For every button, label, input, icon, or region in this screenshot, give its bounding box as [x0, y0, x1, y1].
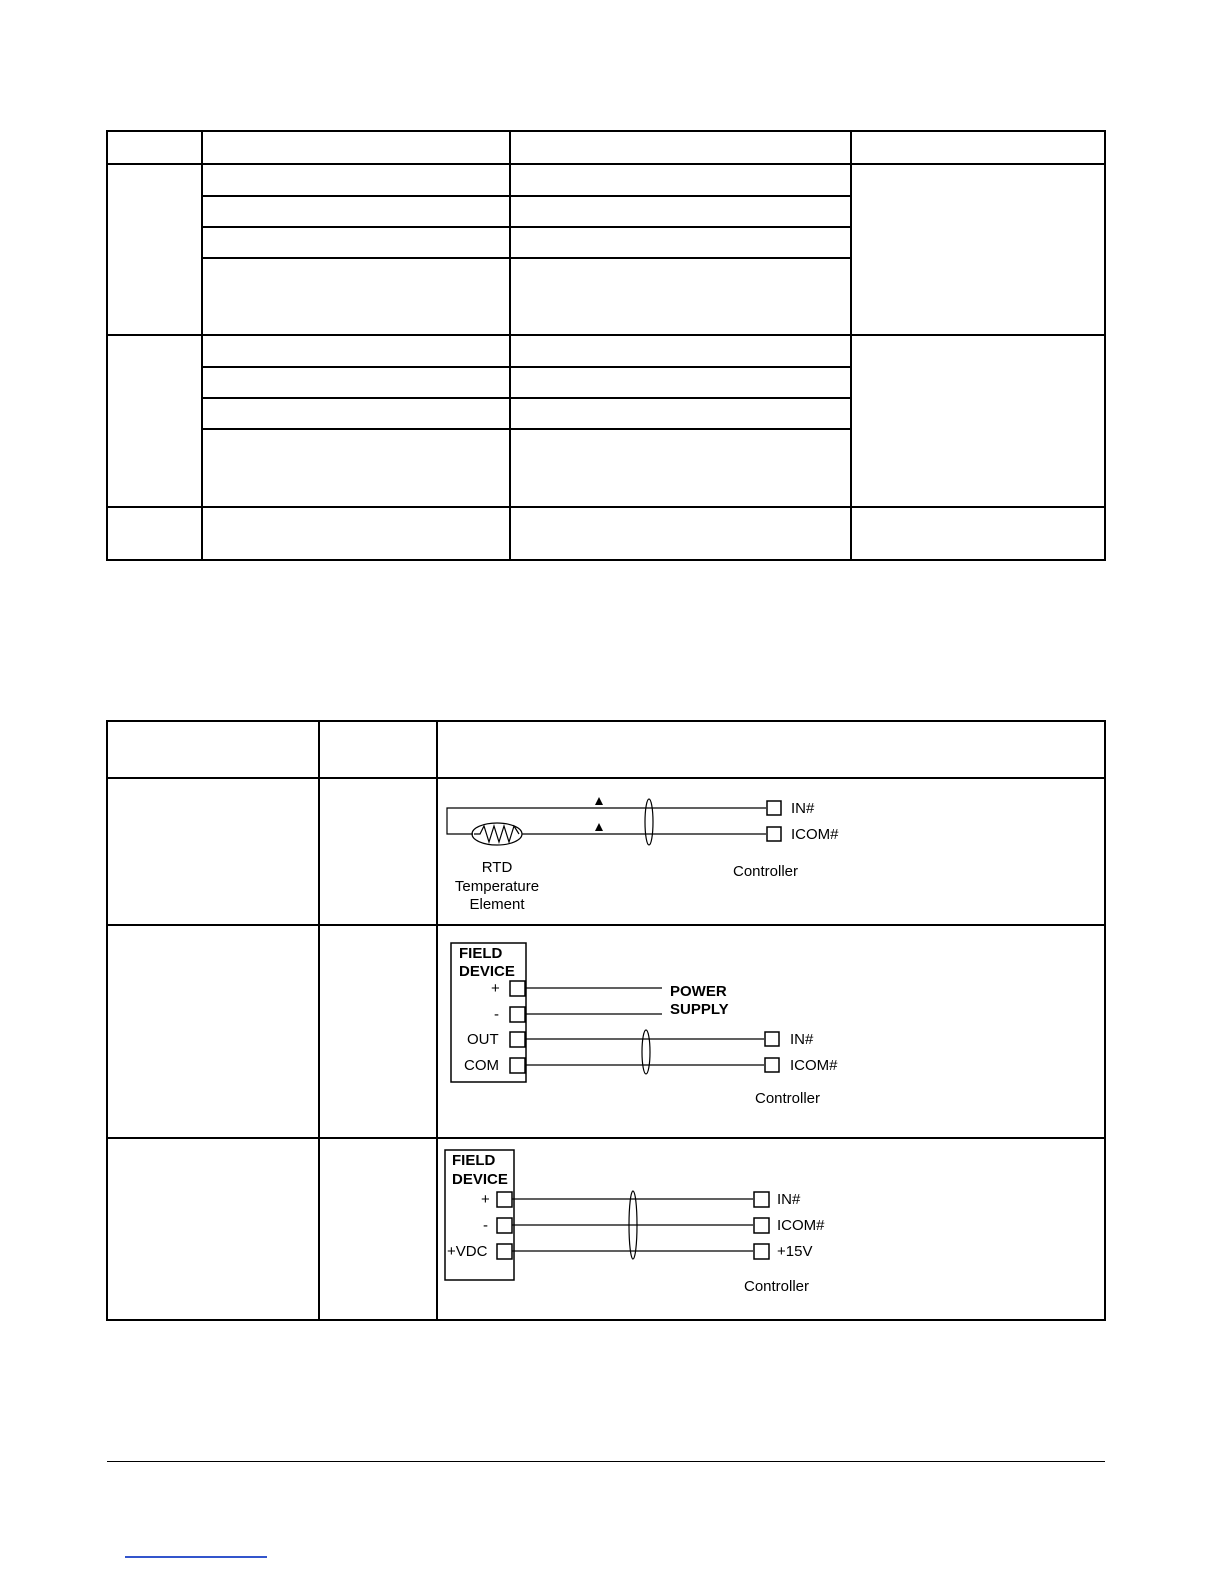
- powered-icom-label: ICOM#: [790, 1057, 838, 1074]
- powered-device-label: DEVICE: [459, 963, 515, 980]
- loop-terminal-15v: [754, 1244, 769, 1259]
- loop-wiring-diagram: [445, 1150, 769, 1280]
- loop-icom-label: ICOM#: [777, 1217, 825, 1234]
- rtd-element-label: Temperature: [454, 878, 540, 895]
- rtd-in-label: IN#: [791, 800, 815, 817]
- loop-vdc-label: +VDC: [447, 1243, 488, 1260]
- powered-in-label: IN#: [790, 1031, 814, 1048]
- powered-out-label: OUT: [467, 1031, 499, 1048]
- powered-terminal-minus: [510, 1007, 525, 1022]
- rtd-controller-label: Controller: [733, 863, 799, 880]
- loop-terminal-icom: [754, 1218, 769, 1233]
- powered-terminal-com: [510, 1058, 525, 1073]
- powered-supply-label: POWER: [670, 983, 727, 1000]
- powered-controller-label: Controller: [755, 1090, 821, 1107]
- loop-terminal-in: [754, 1192, 769, 1207]
- powered-terminal-plus: [510, 981, 525, 996]
- rtd-wiring-diagram: [447, 799, 781, 845]
- rtd-arrow-icon: [595, 823, 603, 831]
- powered-minus-label: -: [494, 1006, 499, 1023]
- loop-15v-label: +15V: [777, 1243, 813, 1260]
- powered-terminal-in: [765, 1032, 779, 1046]
- rtd-icom-label: ICOM#: [791, 826, 839, 843]
- rtd-terminal-icom: [767, 827, 781, 841]
- rtd-zigzag-icon: [474, 826, 519, 842]
- powered-shield-icon: [642, 1030, 650, 1074]
- footer-rule: [107, 1461, 1105, 1462]
- powered-com-label: COM: [464, 1057, 499, 1074]
- rtd-element-label: RTD: [481, 859, 513, 876]
- loop-device-label: FIELD: [452, 1152, 496, 1169]
- loop-minus-label: -: [483, 1217, 488, 1234]
- loop-terminal-plus: [497, 1192, 512, 1207]
- loop-device-label: DEVICE: [452, 1171, 508, 1188]
- rtd-shield-icon: [645, 799, 653, 845]
- loop-in-label: IN#: [777, 1191, 801, 1208]
- powered-device-label: FIELD: [459, 945, 503, 962]
- powered-terminal-icom: [765, 1058, 779, 1072]
- footer-link-underline[interactable]: [125, 1556, 267, 1558]
- loop-plus-label: +: [481, 1191, 490, 1208]
- loop-terminal-vdc: [497, 1244, 512, 1259]
- rtd-element-label: Element: [469, 896, 525, 913]
- loop-field-device-box: [445, 1150, 514, 1280]
- rtd-arrow-icon: [595, 797, 603, 805]
- powered-supply-label: SUPPLY: [670, 1001, 729, 1018]
- rtd-terminal-in: [767, 801, 781, 815]
- powered-plus-label: +: [491, 980, 500, 997]
- loop-controller-label: Controller: [744, 1278, 810, 1295]
- powered-terminal-out: [510, 1032, 525, 1047]
- loop-terminal-minus: [497, 1218, 512, 1233]
